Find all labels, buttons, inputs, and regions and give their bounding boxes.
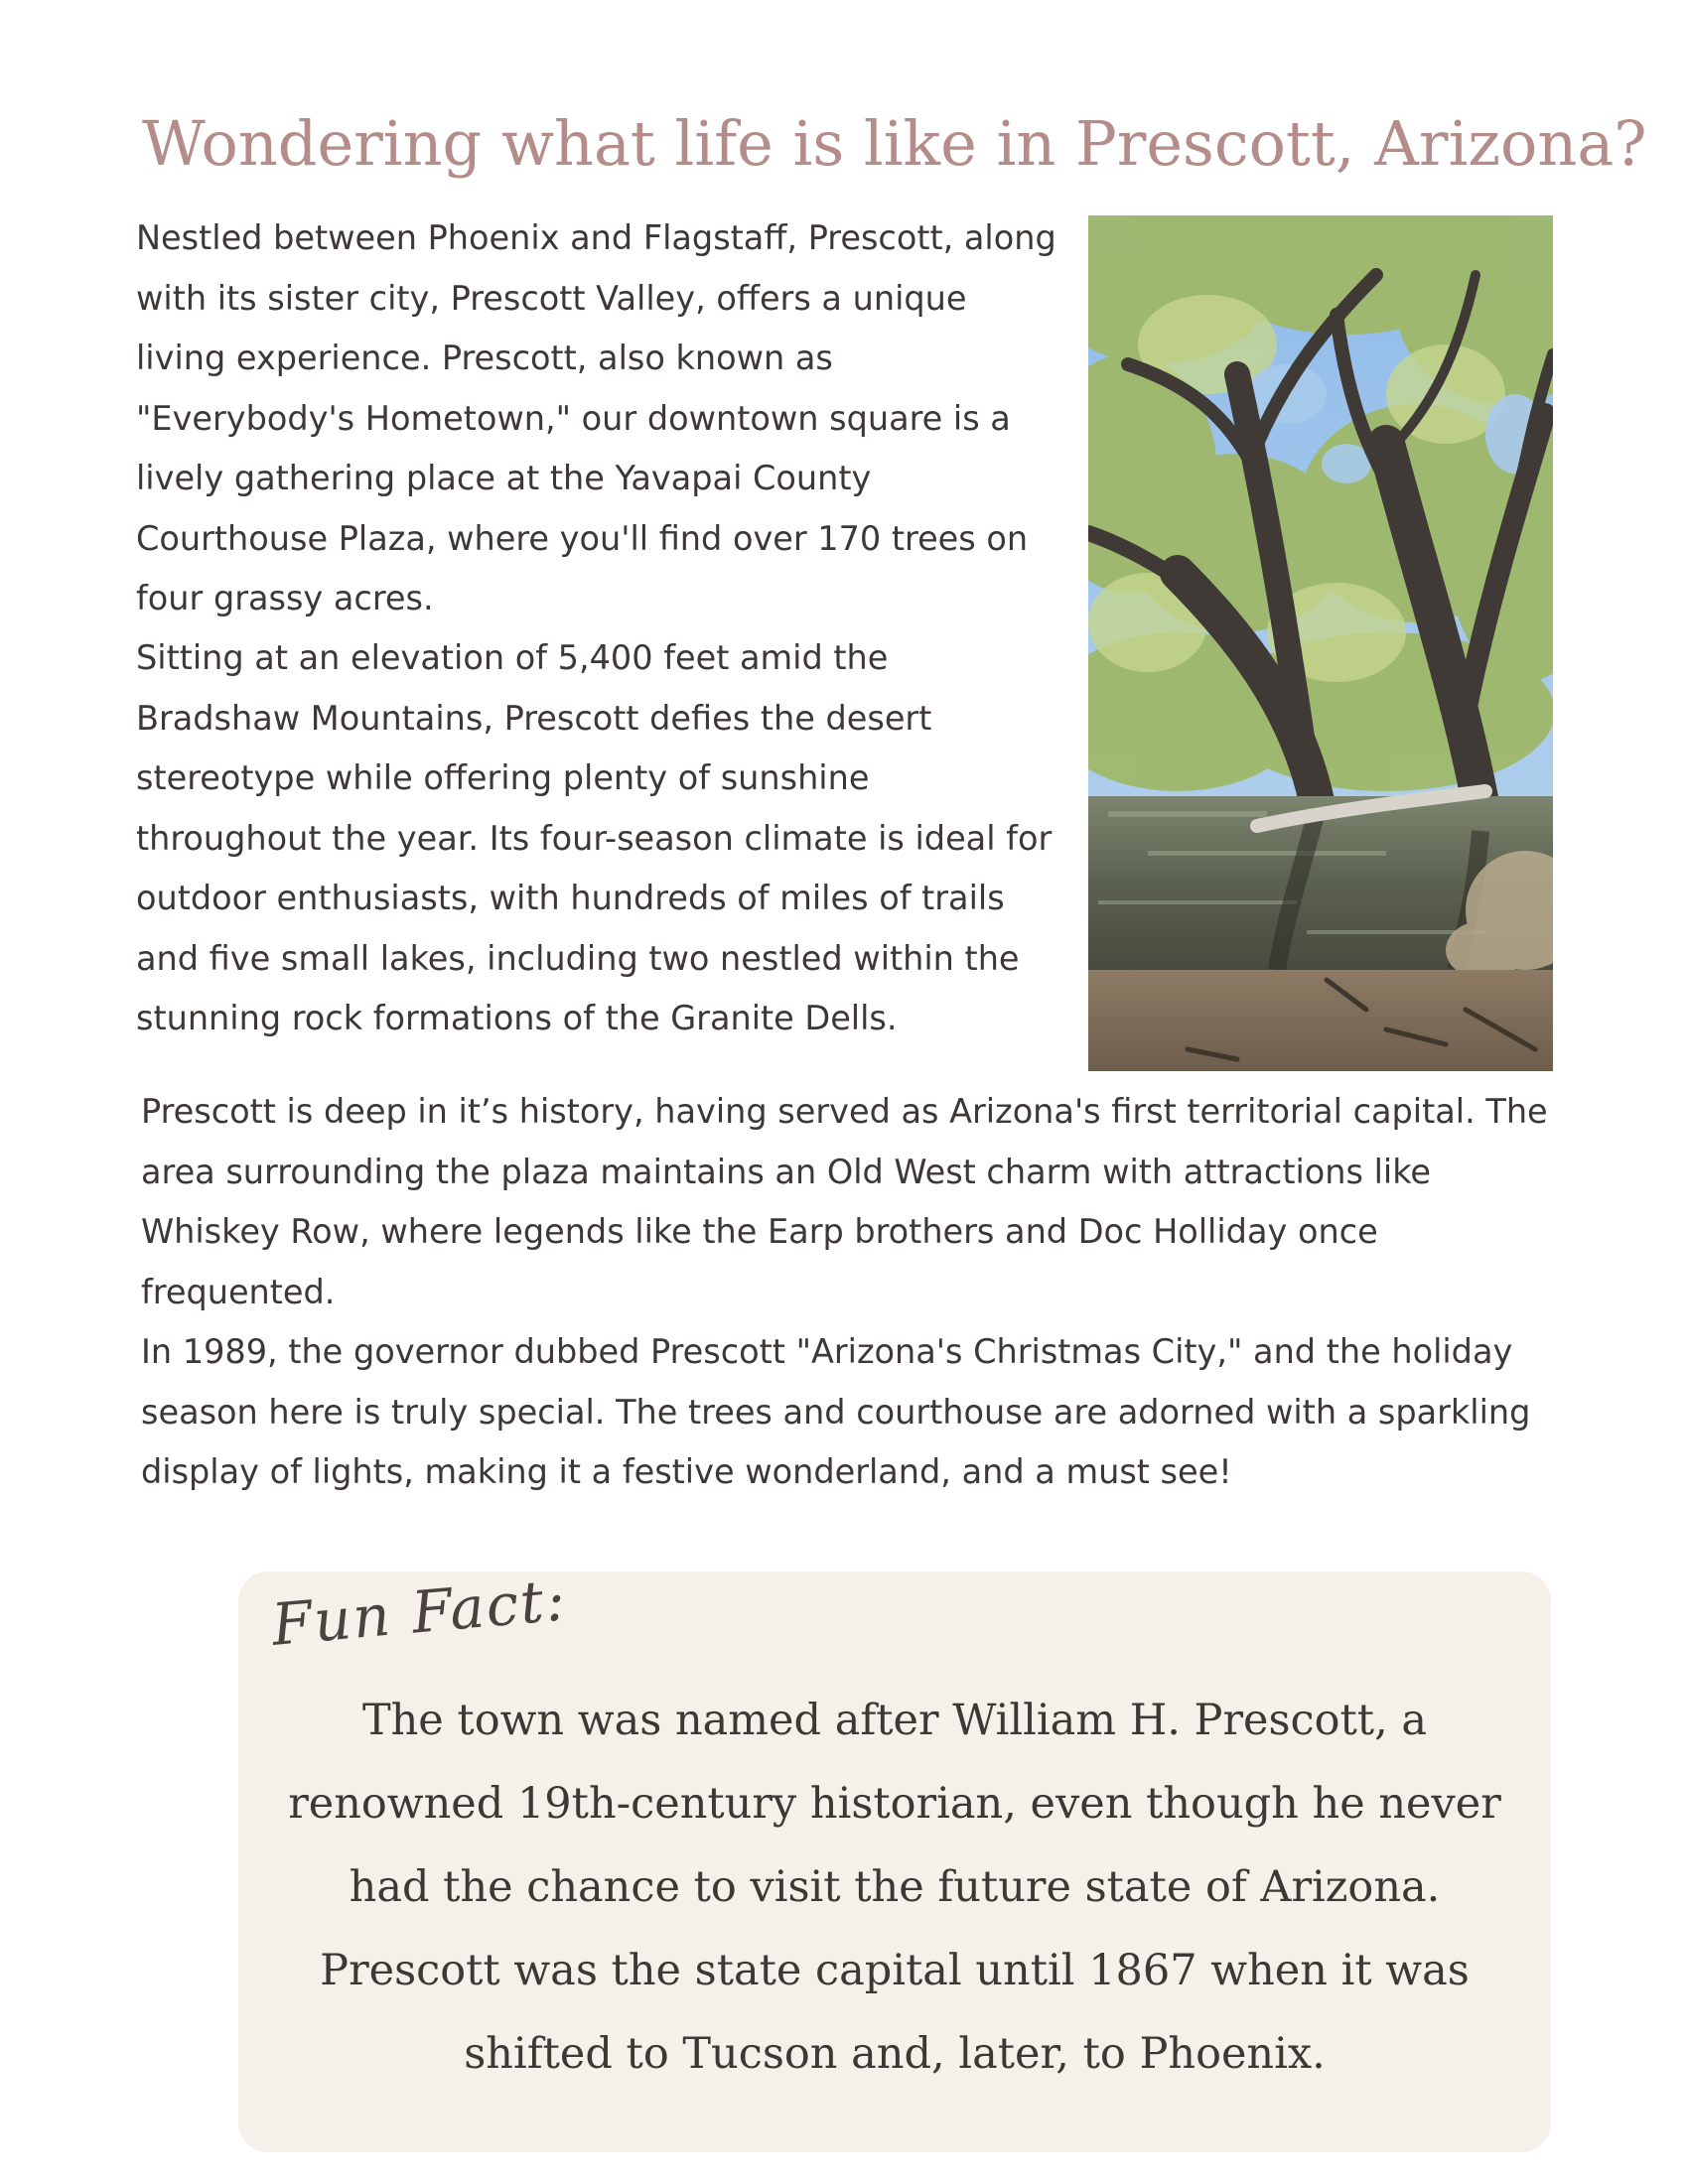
intro-paragraph-1: Nestled between Phoenix and Flagstaff, Prescott, along with its sister city, Prescott Valley, offers a unique living experience. Prescott, also known as "Everybody's Hometown," our downtown square is a lively gathering place at the Yavapai County Courthouse Plaza, where you'll find over 170 trees on four grassy acres. [136,218,1056,617]
photo-illustration [1088,215,1553,1071]
fun-fact-text: The town was named after William H. Prescott, a renowned 19th-century historian, even though he never had the chance to visit the future state of Arizona. Prescott was the state capital until 1867 when it was shifted to Tucson and, later, to Phoenix. [288,1696,1501,2079]
history-paragraph-2: In 1989, the governor dubbed Prescott "Arizona's Christmas City," and the holiday season here is truly special. The trees and courthouse are adorned with a sparkling display of lights, making it a festive wonderland, and a must see! [141,1332,1531,1491]
intro-paragraph-2: Sitting at an elevation of 5,400 feet amid the Bradshaw Mountains, Prescott defies the desert stereotype while offering plenty of sunshine throughout the year. Its four-season climate is ideal for outdoor enthusiasts, with hundreds of miles of trails and five small lakes, including two nestled within the stunning rock formations of the Granite Dells. [136,638,1053,1037]
fun-fact-box [238,1566,1551,2152]
trees-by-water-photo [1088,215,1553,1071]
page-title: Wondering what life is like in Prescott, Arizona? [142,107,1647,180]
fun-fact-label: Fun Fact: [269,1566,570,1659]
history-paragraph-1: Prescott is deep in it’s history, having served as Arizona's first territorial capital. The area surrounding the plaza maintains an Old West charm with attractions like Whiskey Row, where legends like the Earp brothers and Doc Holliday once frequented. [141,1092,1548,1311]
